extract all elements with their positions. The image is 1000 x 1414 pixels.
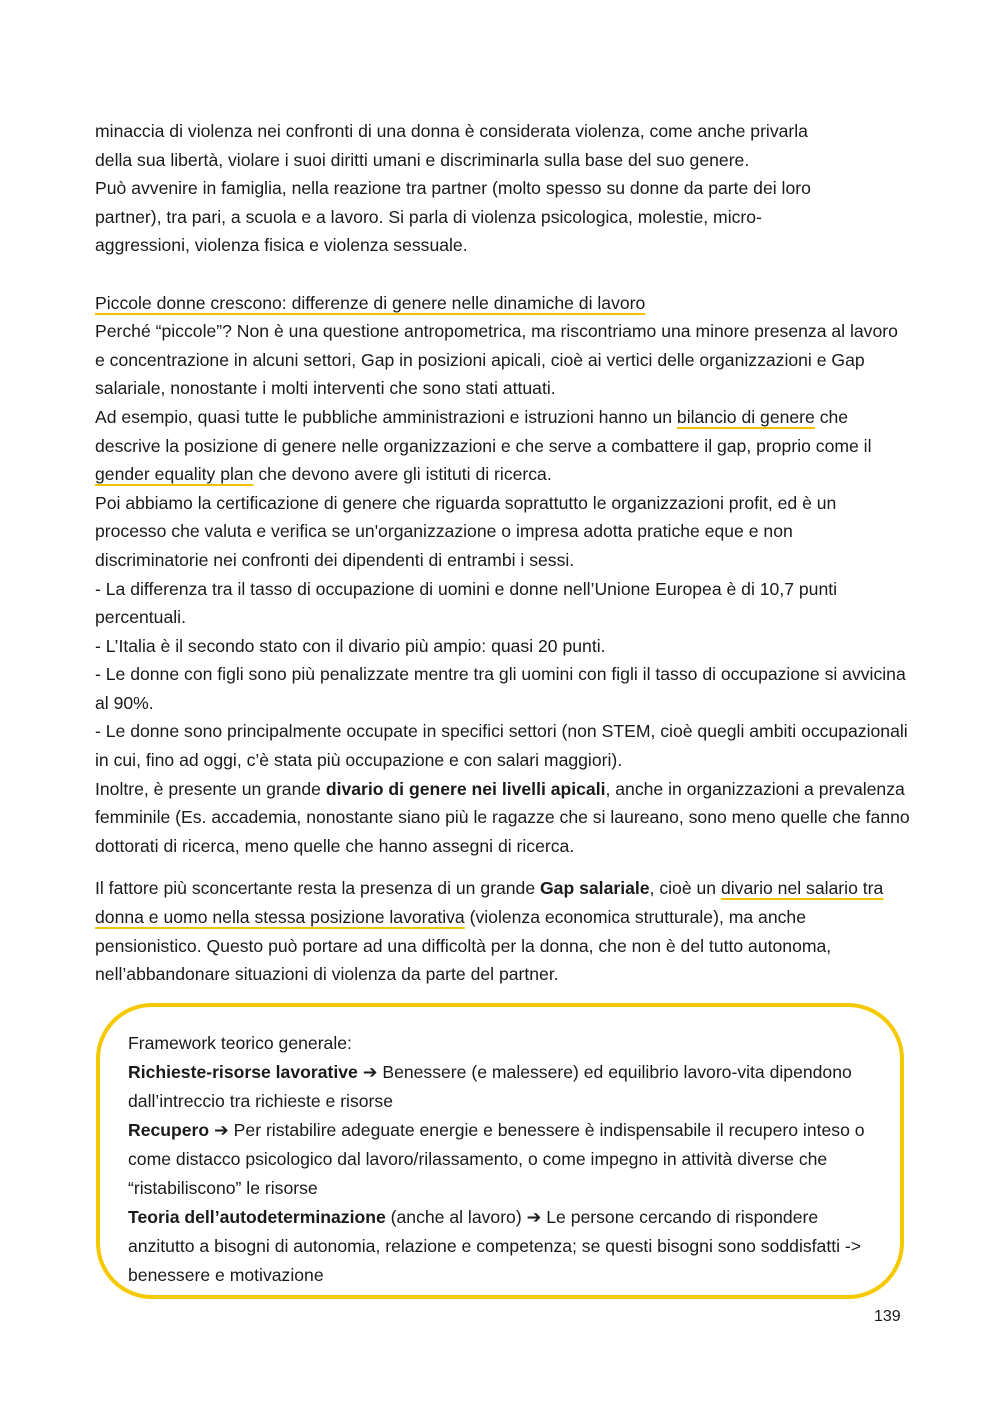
item3-bold: Teoria dell’autodeterminazione — [128, 1206, 386, 1227]
gap-mid: , cioè un — [649, 878, 721, 899]
apical-post: , anche in organizzazioni a prevalenza femminile (Es. accademia, nonostante siano più le ragazze che si laureano, sono meno quelle che fanno dottorati di ricerca, meno quelle che hanno assegni di ricerca. — [95, 778, 910, 856]
example-mid: che descrive la posizione di genere nelle organizzazioni e che serve a combattere il gap, proprio come il — [95, 406, 872, 456]
bullet-item: - Le donne sono principalmente occupate in specifici settori (non STEM, cioè quegli ambiti occupazionali in cui, fino ad oggi, c’è stata più occupazione e con salari maggiori). — [95, 721, 908, 771]
apical-bold: divario di genere nei livelli apicali — [325, 778, 606, 799]
gap-post: (violenza economica strutturale), ma anche pensionistico. Questo può portare ad una difficoltà per la donna, che non è del tutto autonoma, nell’abbandonare situazioni di violenza da parte del partner. — [95, 907, 832, 985]
arrow-right-icon: ➔ — [362, 1062, 378, 1083]
bullet-item: - La differenza tra il tasso di occupazione di uomini e donne nell’Unione Europea è di 10,7 punti percentuali. — [95, 578, 838, 628]
framework-item-3 — [128, 1203, 880, 1290]
framework-content — [128, 1029, 880, 1289]
text-line: minaccia di violenza nei confronti di una donna è considerata violenza, come anche privarla — [95, 121, 808, 141]
item2-text: Per ristabilire adeguate energie e benessere è indispensabile il recupero inteso o come distacco psicologico dal lavoro/rilassamento, o come impegno in attività diverse che “ristabiliscono” le risorse — [128, 1119, 865, 1198]
bilancio-link: bilancio di genere — [676, 406, 815, 427]
text-line: partner), tra pari, a scuola e a lavoro. Si parla di violenza psicologica, molestie, micro- — [95, 206, 762, 227]
gap-pre: Il fattore più sconcertante resta la presenza di un grande — [95, 878, 540, 899]
arrow-right-icon: ➔ — [214, 1120, 229, 1141]
intro-paragraph — [95, 117, 910, 260]
example-post: che devono avere gli istituti di ricerca. — [253, 464, 552, 485]
section-intro: Perché “piccole”? Non è una questione antropometrica, ma riscontriamo una minore presenza al lavoro e concentrazione in alcuni settori, Gap in posizioni apicali, cioè ai vertici delle organizzazioni e Gap salariale, nonostante i molti interventi che sono stati attuati. — [95, 321, 898, 399]
text-line: della sua libertà, violare i suoi diritti umani e discriminarla sulla base del suo genere. — [95, 149, 750, 170]
framework-box — [96, 1003, 904, 1299]
apical-paragraph — [95, 775, 910, 861]
arrow-right-icon: ➔ — [526, 1207, 542, 1228]
framework-item-1 — [128, 1058, 880, 1116]
item3-text: Le persone cercando di rispondere anzitutto a bisogni di autonomia, relazione e competenza; se questi bisogni sono soddisfatti -> benessere e motivazione — [128, 1206, 862, 1285]
example-paragraph — [95, 403, 910, 489]
page-body — [95, 117, 910, 989]
section-heading-text: Piccole donne crescono: differenze di genere nelle dinamiche di lavoro — [95, 292, 646, 313]
item2-bold: Recupero — [128, 1119, 210, 1140]
framework-item-2 — [128, 1116, 880, 1203]
item3-mid: (anche al lavoro) — [385, 1206, 527, 1227]
page-number: 139 — [874, 1308, 901, 1325]
apical-pre: Inoltre, è presente un grande — [95, 778, 326, 799]
section-heading — [95, 289, 910, 318]
gap-bold: Gap salariale — [540, 878, 650, 899]
item1-bold: Richieste-risorse lavorative — [128, 1061, 358, 1082]
bullet-item: - Le donne con figli sono più penalizzate mentre tra gli uomini con figli il tasso di occupazione si avvicina al 90%. — [95, 664, 906, 713]
text-line: aggressioni, violenza fisica e violenza sessuale. — [95, 235, 468, 256]
bullet-item: - L’Italia è il secondo stato con il divario più ampio: quasi 20 punti. — [95, 635, 606, 656]
gap-underlined: divario nel salario tra donna e uomo nella stessa posizione lavorativa — [95, 878, 884, 928]
example-pre: Ad esempio, quasi tutte le pubbliche amministrazioni e istruzioni hanno un — [95, 406, 677, 427]
gap-paragraph — [95, 874, 910, 988]
certification-paragraph: Poi abbiamo la certificazione di genere che riguarda soprattutto le organizzazioni profit, ed è un processo che valuta e verifica se un'organizzazione o impresa adotta pratiche eque e non discriminatorie nei confronti dei dipendenti di entrambi i sessi. — [95, 492, 837, 570]
text-line: Può avvenire in famiglia, nella reazione tra partner (molto spesso su donne da parte dei loro — [95, 178, 811, 199]
framework-title: Framework teorico generale: — [128, 1033, 352, 1053]
item1-text: Benessere (e malessere) ed equilibrio lavoro-vita dipendono dall’intreccio tra richieste e risorse — [128, 1061, 852, 1112]
gender-plan-link: gender equality plan — [95, 464, 254, 485]
